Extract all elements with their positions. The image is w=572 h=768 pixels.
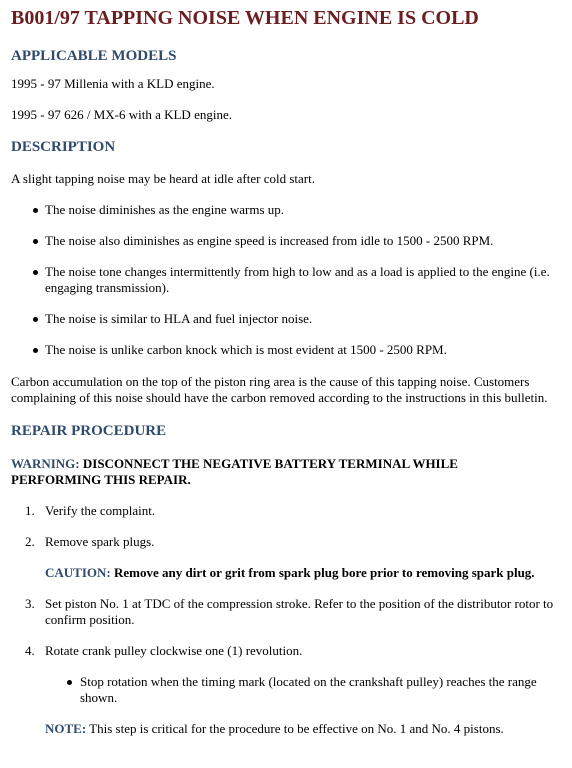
warning-label: WARNING: — [11, 456, 80, 471]
list-item: Stop rotation when the timing mark (located on the crankshaft pulley) reaches the range shown. — [45, 674, 565, 706]
description-heading: DESCRIPTION — [11, 139, 116, 155]
description-conclusion: Carbon accumulation on the top of the piston ring area is the cause of this tapping noise. Customers complaining of this noise should have the carbon removed according to the instructions in this bulletin. — [11, 374, 548, 405]
warning-text: DISCONNECT THE NEGATIVE BATTERY TERMINAL WHILE PERFORMING THIS REPAIR. — [11, 456, 458, 487]
note-text: This step is critical for the procedure to be effective on No. 1 and No. 4 pistons. — [86, 721, 504, 736]
caution-notice — [45, 565, 572, 581]
list-item: The noise tone changes intermittently from high to low and as a load is applied to the engine (i.e. engaging transmission). — [11, 264, 565, 296]
description-intro: A slight tapping noise may be heard at idle after cold start. — [11, 171, 315, 186]
step-2 — [11, 534, 565, 581]
repair-steps — [11, 503, 572, 737]
caution-label: CAUTION: — [45, 565, 111, 580]
applicable-models-heading: APPLICABLE MODELS — [11, 48, 177, 64]
note-notice — [45, 721, 565, 737]
model-line-1: 1995 - 97 Millenia with a KLD engine. — [11, 76, 215, 91]
step-number: 1. — [25, 503, 35, 518]
step-1 — [11, 503, 565, 519]
step-4 — [11, 643, 565, 737]
step-text: Verify the complaint. — [45, 503, 156, 518]
list-item: The noise is unlike carbon knock which is most evident at 1500 - 2500 RPM. — [11, 342, 565, 358]
symptom-list — [11, 202, 572, 358]
list-item: The noise is similar to HLA and fuel injector noise. — [11, 311, 565, 327]
step-number: 2. — [25, 534, 35, 549]
note-label: NOTE: — [45, 721, 87, 736]
model-line-2: 1995 - 97 626 / MX-6 with a KLD engine. — [11, 107, 232, 122]
list-item: The noise also diminishes as engine speed is increased from idle to 1500 - 2500 RPM. — [11, 233, 565, 249]
bulletin-title: B001/97 TAPPING NOISE WHEN ENGINE IS COLD — [11, 7, 479, 29]
warning-notice — [11, 456, 551, 488]
step-4-sublist — [45, 674, 565, 706]
step-text: Rotate crank pulley clockwise one (1) revolution. — [45, 643, 303, 658]
step-3 — [11, 596, 565, 628]
step-number: 3. — [25, 596, 35, 611]
list-item: The noise diminishes as the engine warms up. — [11, 202, 565, 218]
step-text: Remove spark plugs. — [45, 534, 155, 549]
step-number: 4. — [25, 643, 35, 658]
step-text: Set piston No. 1 at TDC of the compression stroke. Refer to the position of the distributor rotor to confirm position. — [45, 596, 554, 627]
repair-procedure-heading: REPAIR PROCEDURE — [11, 423, 167, 439]
caution-text: Remove any dirt or grit from spark plug bore prior to removing spark plug. — [110, 565, 535, 580]
